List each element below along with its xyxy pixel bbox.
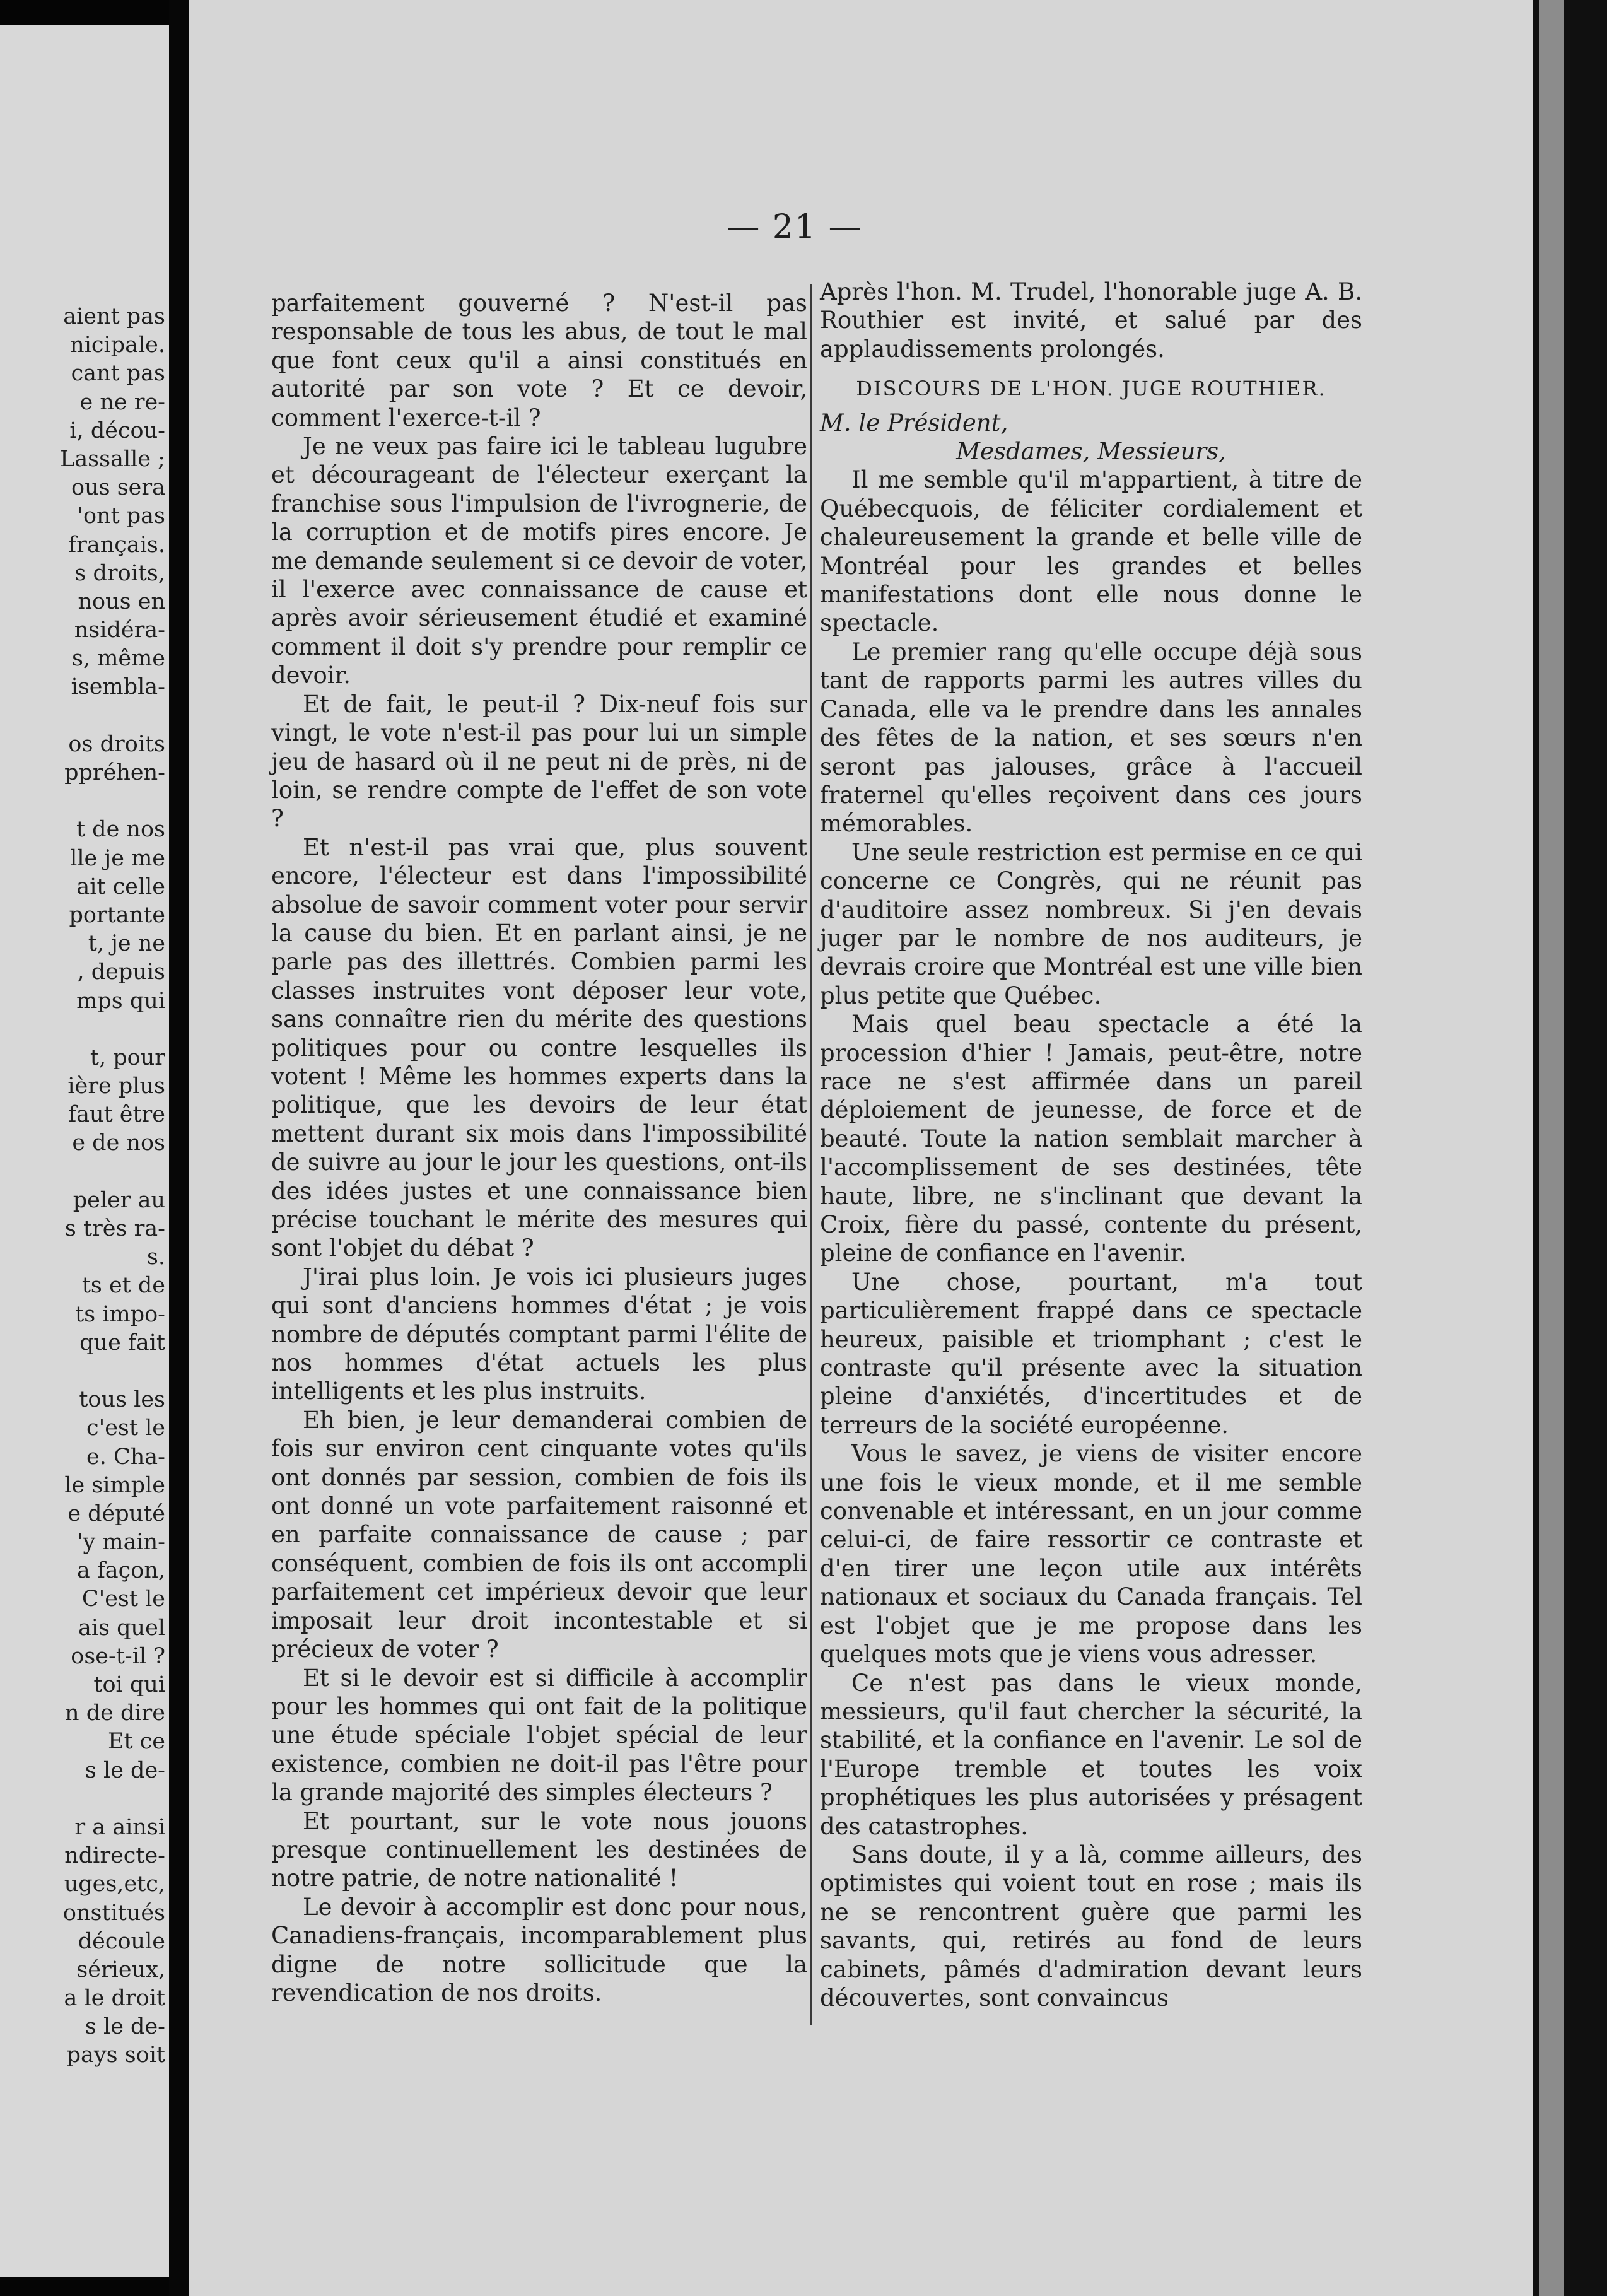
facing-page-line [0,1016,165,1044]
facing-page-line: e ne re- [79,389,165,415]
facing-page-line: n de dire [65,1701,165,1726]
facing-page-line: isembla- [71,674,165,700]
left-column [271,289,807,2007]
facing-page-line: s le de- [85,1757,165,1783]
facing-page-line: s le de- [85,2014,165,2040]
facing-page-line: a le droit [64,1986,165,2012]
facing-page-fragment [0,25,169,2277]
facing-page-line: 'ont pas [77,503,165,529]
right-page-edge [1539,0,1564,2296]
facing-page-line: mps qui [76,988,165,1014]
left-paragraph: Eh bien, je leur demanderai combien de fois sur environ cent cinquante votes qu'ils ont donnés par session, combien de fois ils ont donné un vote parfaitement raisonné et en parfaite connaissance de cause ; par conséquent, combien de fois ils ont accompli parfaitement cet impérieux devoir que leur imposait leur droit incontestable et si précieux de voter ? [271,1406,807,1663]
speech-paragraph: Une seule restriction est permise en ce qui concerne ce Congrès, qui ne réunit pas d'auditoire assez nombreux. Si j'en devais juger par le nombre de nos auditeurs, je devrais croire que Montréal est une ville bien plus petite que Québec. [820,838,1362,1009]
facing-page-line: sérieux, [76,1957,165,1983]
left-paragraph: Le devoir à accomplir est donc pour nous, Canadiens-français, incomparablement plus digne de notre sollicitude que la revendication de nos droits. [271,1893,807,2006]
speech-paragraph: Le premier rang qu'elle occupe déjà sous tant de rapports parmi les autres villes du Canada, elle va le prendre dans les annales des fêtes de la nation, et ses sœurs n'en seront pas jalouses, grâce à l'accueil fraternel qu'elles reçoivent dans ces jours mémorables. [820,638,1362,838]
facing-page-line: faut être [68,1102,165,1128]
gutter-left [169,0,189,2296]
facing-page-line: 'y main- [76,1530,165,1555]
facing-page-line: e député [67,1501,165,1526]
facing-page-line: t, je ne [88,931,165,957]
facing-page-line: i, décou- [69,418,165,443]
facing-page-line: s très ra- [64,1216,165,1241]
right-column [820,278,1362,2012]
speech-paragraph: Ce n'est pas dans le vieux monde, messieurs, qu'il faut chercher la sécurité, la stabilité, et la confiance en l'avenir. Le sol de l'Europe tremble et toutes les voix prophétiques les plus autorisées y présagent des catastrophes. [820,1669,1362,1840]
facing-page-line: que fait [79,1330,165,1356]
facing-page-line [0,787,165,816]
left-paragraph: Et n'est-il pas vrai que, plus souvent encore, l'électeur est dans l'impossibilité absolue de savoir comment voter pour servir la cause du bien. Et en parlant ainsi, je ne parle pas des illettrés. Combien parmi les classes instruites vont déposer leur vote, sans connaître rien du mérite des questions politiques pour ou contre lesquelles ils votent ! Même les hommes experts dans la politique, que les devoirs de leur état mettent durant six mois dans l'impossibilité de suivre au jour le jour les questions, ont-ils des idées justes et une connaissance bien précise touchant le mérite des mesures qui sont l'objet du débat ? [271,833,807,1262]
facing-page-line: e. Cha- [86,1444,165,1470]
speech-heading: DISCOURS DE L'HON. JUGE ROUTHIER. [856,377,1326,401]
facing-page-line: t de nos [76,817,165,843]
facing-page-line: aient pas [63,304,165,329]
speech-paragraph: Une chose, pourtant, m'a tout particulièrement frappé dans ce spectacle heureux, paisible et triomphant ; c'est le contraste qu'il présente avec la situation pleine d'anxiétés, d'incertitudes et de terreurs de la société européenne. [820,1268,1362,1439]
left-paragraph: Et si le devoir est si difficile à accomplir pour les hommes qui ont fait de la politique une étude spéciale l'objet spécial de leur existence, combien ne doit-il pas l'être pour la grande majorité des simples électeurs ? [271,1664,807,1807]
left-paragraph: Et de fait, le peut-il ? Dix-neuf fois sur vingt, le vote n'est-il pas pour lui un simple jeu de hasard où il ne peut ni de près, ni de loin, se rendre compte de l'effet de son vote ? [271,690,807,833]
left-paragraph: Et pourtant, sur le vote nous jouons presque continuellement les destinées de notre patrie, de notre nationalité ! [271,1807,807,1892]
facing-page-line: ndirecte- [64,1843,165,1869]
facing-page-line: nicipale. [70,332,165,358]
facing-page-line: C'est le [81,1586,165,1612]
speech-paragraph: Sans doute, il y a là, comme ailleurs, des optimistes qui voient tout en rose ; mais ils ne se rencontrent guère que parmi les savants, qui, retirés au fond de leurs cabinets, pâmés d'admiration devant leurs découvertes, sont convaincus [820,1841,1362,2012]
facing-page-line: pays soit [66,2042,165,2068]
facing-page-line: cant pas [71,361,165,387]
facing-page-line: ière plus [67,1074,165,1099]
facing-page-line: nous en [78,589,165,614]
salutation-audience: Mesdames, Messieurs, [956,438,1226,466]
facing-page-line: ts et de [81,1273,165,1299]
facing-page-line: s droits, [74,560,165,586]
left-paragraph: J'irai plus loin. Je vois ici plusieurs juges qui sont d'anciens hommes d'état ; je vois nombre de députés comptant parmi l'élite de nos hommes d'état actuels les plus intelligents et les plus instruits. [271,1263,807,1405]
facing-page-line: t, pour [90,1045,165,1070]
facing-page-line: toi qui [93,1672,165,1697]
facing-page-line: e de nos [72,1130,165,1156]
facing-page-line: ais quel [78,1615,165,1641]
facing-page-line: Lassalle ; [60,446,165,472]
facing-page-line: portante [69,902,165,928]
facing-page-line: r a ainsi [74,1814,165,1840]
facing-page-line: , depuis [77,959,165,985]
column-divider [810,284,812,2025]
salutation-president: M. le Président, [820,409,1008,436]
facing-page-line: s. [146,1245,165,1270]
facing-page-line: ait celle [76,874,165,899]
speech-body [820,466,1362,2012]
facing-page-line [0,1158,165,1186]
facing-page-line [0,702,165,730]
facing-page-line: Et ce [107,1729,165,1755]
speech-paragraph: Mais quel beau spectacle a été la procession d'hier ! Jamais, peut-être, notre race ne s'est affirmée dans un pareil déploiement de jeunesse, de force et de beauté. Toute la nation semblait marcher à l'accomplissement de ses destinées, tête haute, libre, ne s'inclinant que devant la Croix, fière du passé, contente du présent, pleine de confiance en l'avenir. [820,1010,1362,1267]
facing-page-line: lle je me [70,845,165,871]
facing-page-line: uges,etc, [64,1871,165,1897]
facing-page-text [0,303,169,2070]
facing-page-line: le simple [64,1472,165,1498]
facing-page-line: tous les [79,1387,165,1413]
facing-page-line [0,1357,165,1386]
facing-page-line: peler au [73,1187,165,1213]
left-paragraph: parfaitement gouverné ? N'est-il pas responsable de tous les abus, de tout le mal que font ceux qu'il a ainsi constitués en autorité par son vote ? Et ce devoir, comment l'exerce-t-il ? [271,290,807,431]
page-number: — 21 — [727,208,863,246]
facing-page-line: onstitués [62,1900,165,1926]
facing-page-line: découle [78,1928,165,1954]
facing-page-line: ous sera [71,475,165,501]
facing-page-line: français. [68,532,165,558]
facing-page-line: nsidéra- [74,618,165,643]
left-paragraph: Je ne veux pas faire ici le tableau lugubre et décourageant de l'électeur exerçant la franchise sous l'impulsion de l'ivrognerie, de la corruption et de motifs pires encore. Je me demande seulement si ce devoir de voter, il l'exerce avec connaissance de cause et après avoir sérieusement étudié et examiné comment il doit s'y prendre pour remplir ce devoir. [271,433,807,689]
facing-page-line [0,1785,165,1813]
speech-paragraph: Vous le savez, je viens de visiter encore une fois le vieux monde, et il me semble convenable et intéressant, en un jour comme celui-ci, de faire ressortir ce contraste et d'en tirer une leçon utile aux intérêts nationaux et sociaux du Canada français. Tel est l'objet que je me propose dans les quelques mots que je viens vous adresser. [820,1440,1362,1668]
speech-paragraph: Il me semble qu'il m'appartient, à titre de Québecquois, de féliciter cordialement et chaleureusement la grande et belle ville de Montréal pour les grandes et belles manifestations dont elle nous donne le spectacle. [820,466,1362,637]
intro-paragraph: Après l'hon. M. Trudel, l'honorable juge A. B. Routhier est invité, et salué par des applaudissements prolongés. [820,278,1362,363]
facing-page-line: ppréhen- [64,760,165,785]
facing-page-line: os droits [68,731,165,757]
facing-page-line: c'est le [86,1415,165,1441]
facing-page-line: ts impo- [75,1301,165,1327]
facing-page-line: ose-t-il ? [71,1643,165,1669]
facing-page-line: s, même [71,646,165,672]
facing-page-line: a façon, [76,1558,165,1584]
